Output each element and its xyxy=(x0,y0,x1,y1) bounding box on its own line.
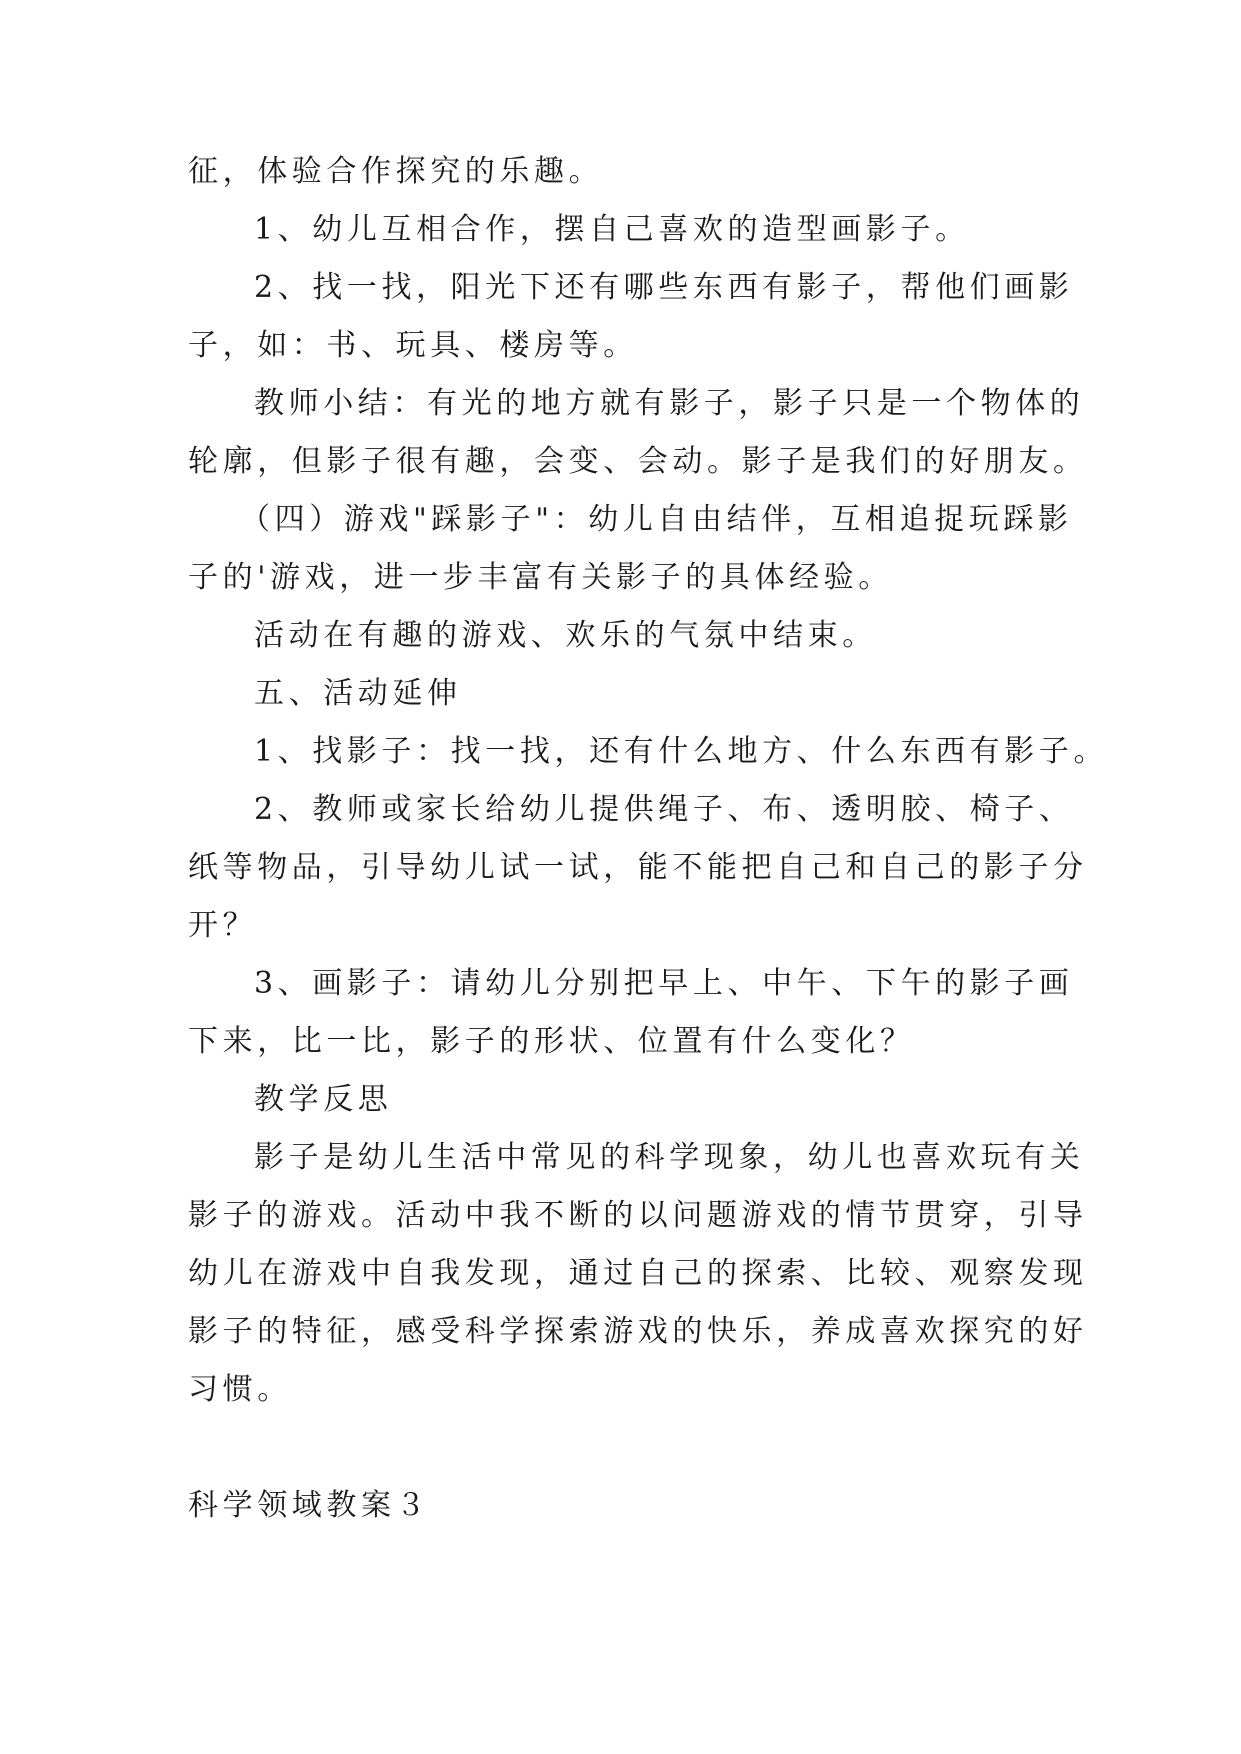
paragraph-line: 活动在有趣的游戏、欢乐的气氛中结束。 xyxy=(254,618,877,653)
paragraph-line: 教师小结：有光的地方就有影子，影子只是一个物体的 xyxy=(254,386,1085,421)
paragraph-line: 纸等物品，引导幼儿试一试，能不能把自己和自己的影子分 xyxy=(188,850,1088,885)
paragraph-line: 习惯。 xyxy=(188,1372,292,1407)
subheading: 教学反思 xyxy=(254,1082,393,1117)
paragraph-line: 征，体验合作探究的乐趣。 xyxy=(188,154,604,189)
paragraph-line: 影子的游戏。活动中我不断的以问题游戏的情节贯穿，引导 xyxy=(188,1198,1088,1233)
paragraph-line: 3、画影子：请幼儿分别把早上、中午、下午的影子画 xyxy=(254,966,1074,1001)
paragraph-line: （四）游戏"踩影子"：幼儿自由结伴，互相追捉玩踩影 xyxy=(240,502,1073,537)
section-heading: 科学领域教案３ xyxy=(188,1488,431,1523)
paragraph-line: 下来，比一比，影子的形状、位置有什么变化？ xyxy=(188,1024,915,1059)
paragraph-line: 子，如：书、玩具、楼房等。 xyxy=(188,328,638,363)
paragraph-line: 1、找影子：找一找，还有什么地方、什么东西有影子。 xyxy=(254,734,1109,769)
paragraph-line: 影子是幼儿生活中常见的科学现象，幼儿也喜欢玩有关 xyxy=(254,1140,1085,1175)
paragraph-line: 子的'游戏，进一步丰富有关影子的具体经验。 xyxy=(188,560,893,595)
paragraph-line: 影子的特征，感受科学探索游戏的快乐，养成喜欢探究的好 xyxy=(188,1314,1088,1349)
paragraph-line: 幼儿在游戏中自我发现，通过自己的探索、比较、观察发现 xyxy=(188,1256,1088,1291)
paragraph-line: 开？ xyxy=(188,908,258,943)
paragraph-line: 1、幼儿互相合作，摆自己喜欢的造型画影子。 xyxy=(254,212,970,247)
paragraph-line: 2、找一找，阳光下还有哪些东西有影子，帮他们画影 xyxy=(254,270,1074,305)
subheading: 五、活动延伸 xyxy=(254,676,462,711)
paragraph-line: 轮廓，但影子很有趣，会变、会动。影子是我们的好朋友。 xyxy=(188,444,1088,479)
paragraph-line: 2、教师或家长给幼儿提供绳子、布、透明胶、椅子、 xyxy=(254,792,1074,827)
